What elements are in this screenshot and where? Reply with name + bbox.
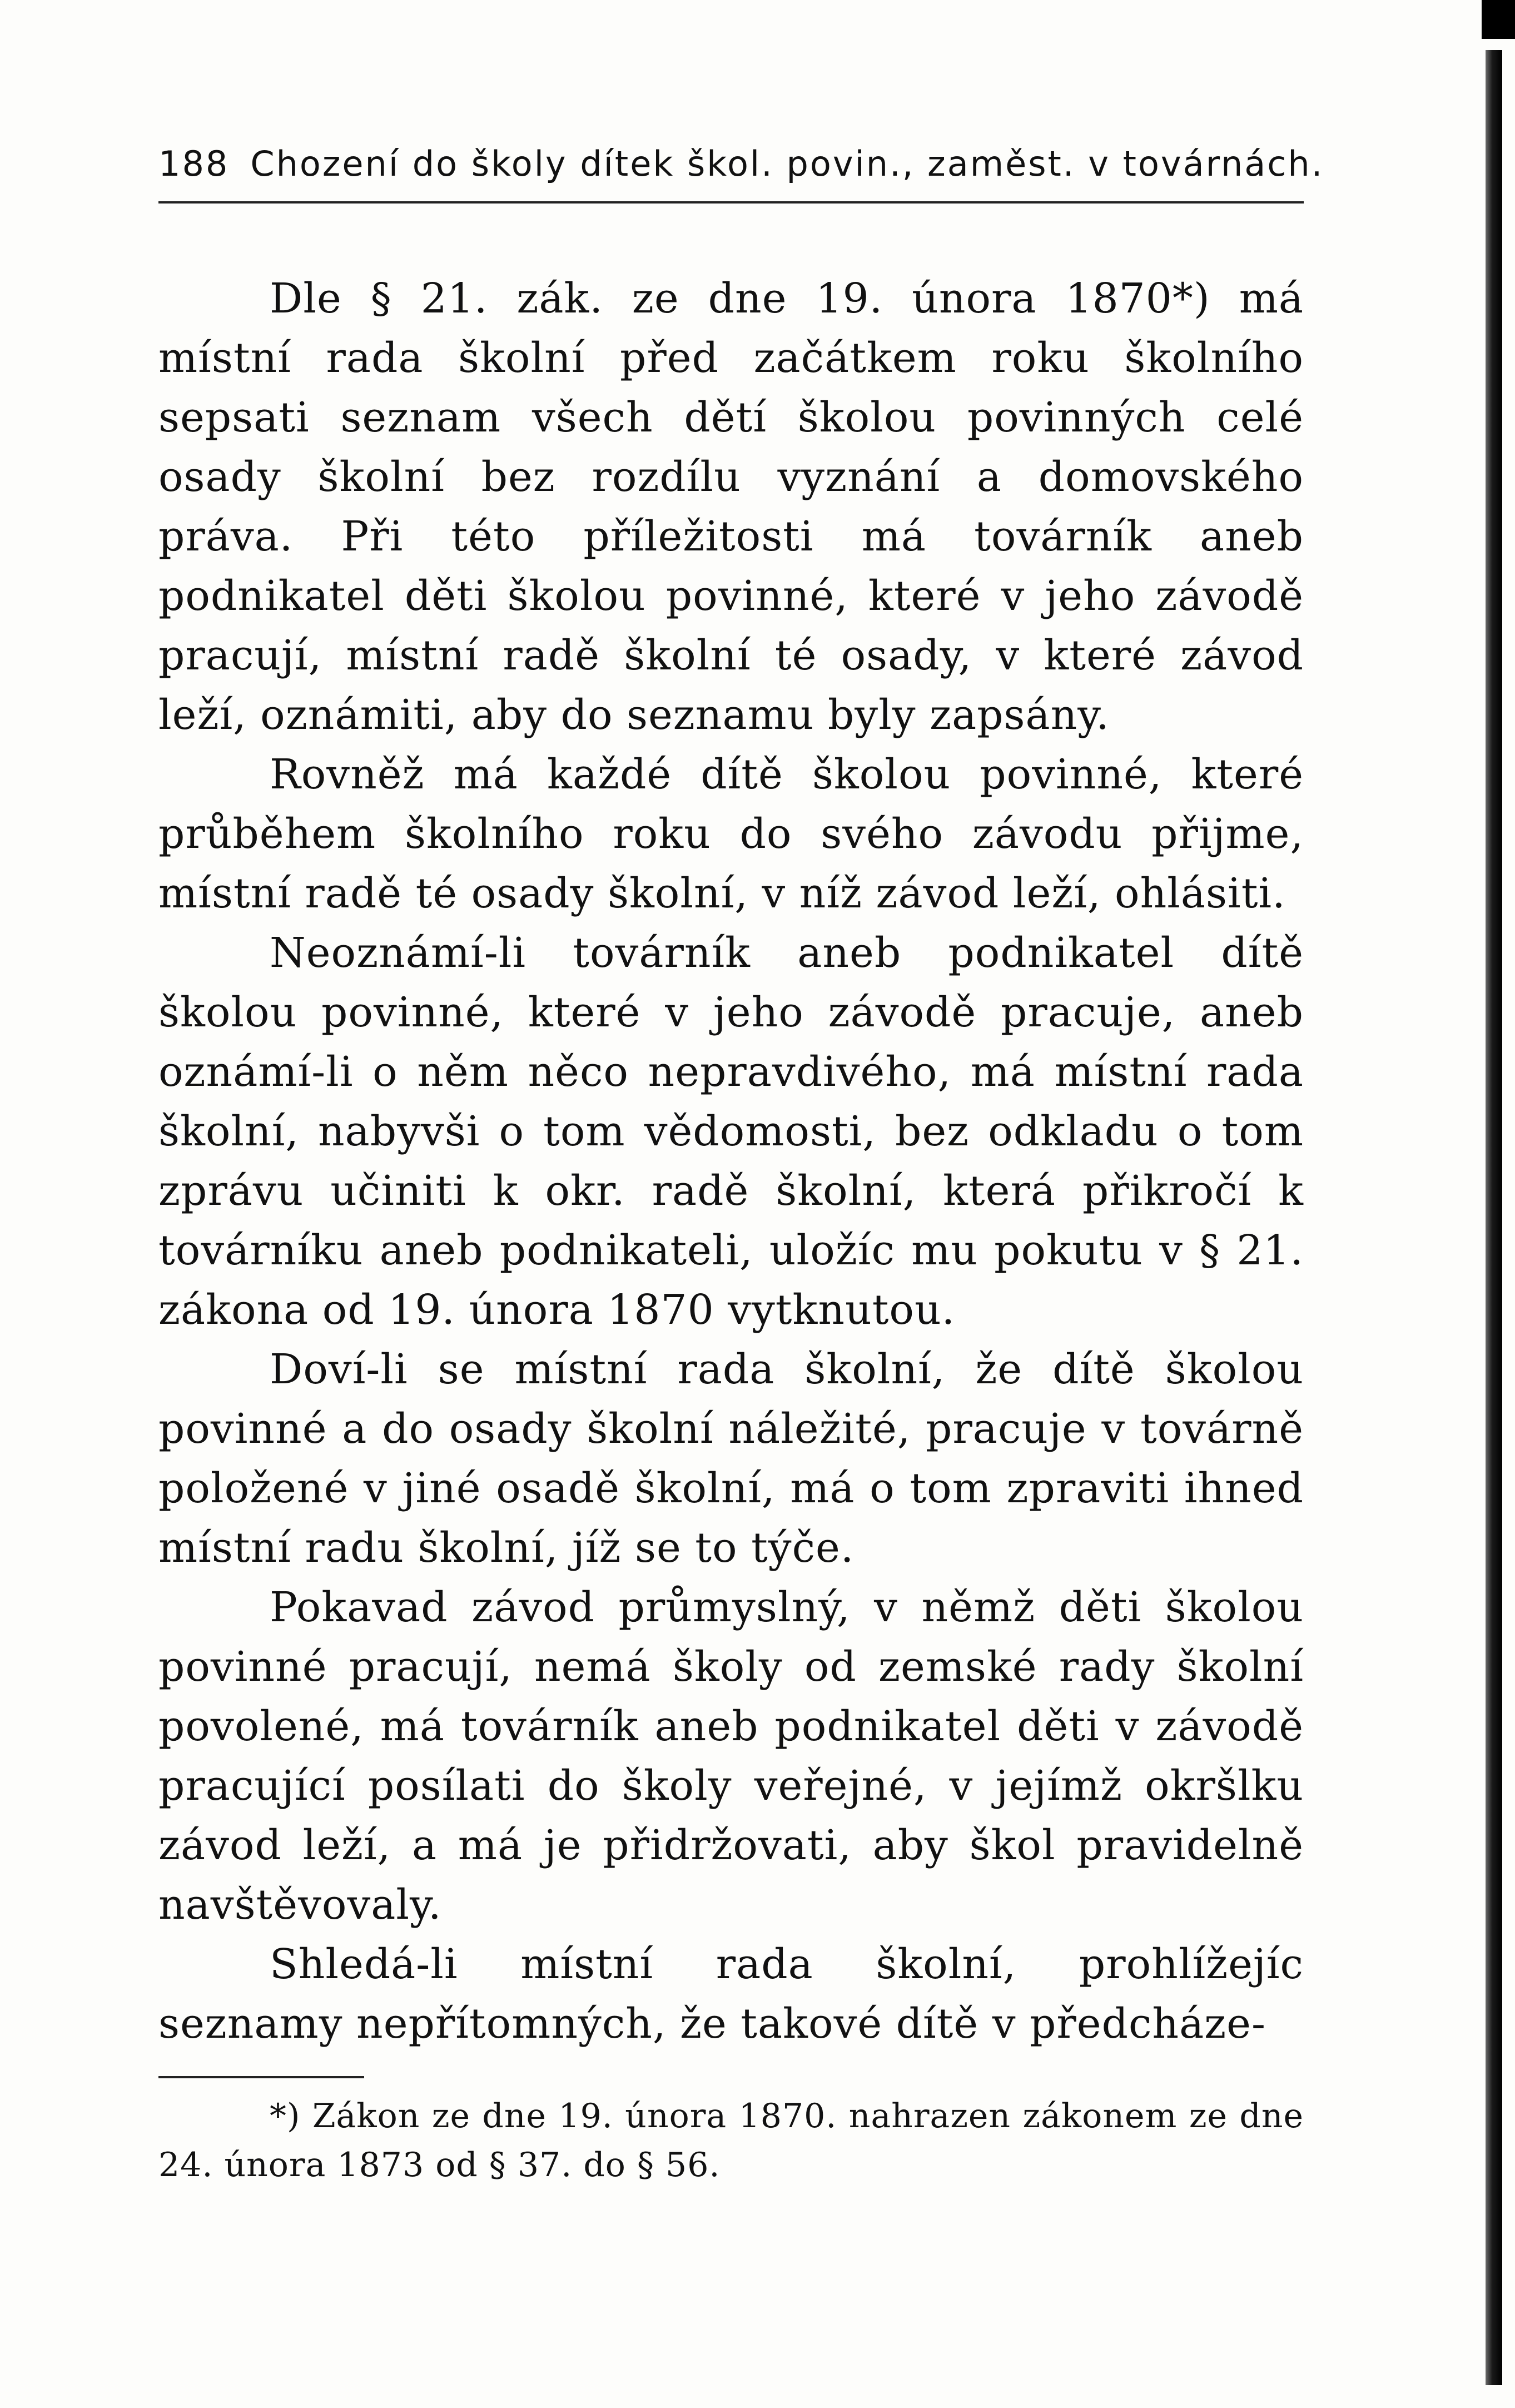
body-text [158,269,1304,2054]
running-title: Chození do školy dítek škol. povin., zaměst. v továrnách. [250,143,1324,184]
paragraph-3: Neoznámí-li továrník aneb podnikatel dítě školou povinné, které v jeho závodě pracuje, aneb oznámí-li o něm něco nepravdivého, má místní rada školní, nabyvši o tom vědomosti, bez odkladu o tom zprávu učiniti k okr. radě školní, která přikročí k továrníku aneb podnikateli, uložíc mu pokutu v § 21. zákona od 19. února 1870 vytknutou. [158,929,1304,1334]
footnote: *) Zákon ze dne 19. února 1870. nahrazen zákonem ze dne 24. února 1873 od § 37. do § 56. [158,2097,1304,2184]
scan-edge-right [1486,50,1502,2385]
header-rule [158,201,1304,203]
paragraph-4: Doví-li se místní rada školní, že dítě školou povinné a do osady školní náležité, pracuje v továrně položené v jiné osadě školní, má o tom zpraviti ihned místní radu školní, jíž se to týče. [158,1345,1304,1572]
paragraph-1: Dle § 21. zák. ze dne 19. února 1870*) má místní rada školní před začátkem roku školního sepsati seznam všech dětí školou povinných celé osady školní bez rozdílu vyznání a domovského práva. Při této příležitosti má továrník aneb podnikatel děti školou povinné, které v jeho závodě pracují, místní radě školní té osady, v které závod leží, oznámiti, aby do seznamu byly zapsány. [158,275,1304,739]
running-head [158,139,1324,189]
text-column [158,139,1324,2223]
paragraph-6: Shledá-li místní rada školní, prohlížejíc seznamy nepřítomných, že takové dítě v předcháze- [158,1940,1304,2048]
paragraph-5: Pokavad závod průmyslný, v němž děti školou povinné pracují, nemá školy od zemské rady školní povolené, má továrník aneb podnikatel děti v závodě pracující posílati do školy veřejné, v jejímž okršlku závod leží, a má je přidržovati, aby škol pravidelně navštěvovaly. [158,1583,1304,1929]
footnote-rule [158,2076,364,2078]
paragraph-2: Rovněž má každé dítě školou povinné, které průběhem školního roku do svého závodu přijme, místní radě té osady školní, v níž závod leží, ohlásiti. [158,751,1304,917]
page-number: 188 [158,143,230,184]
scan-edge-top [1482,0,1515,39]
